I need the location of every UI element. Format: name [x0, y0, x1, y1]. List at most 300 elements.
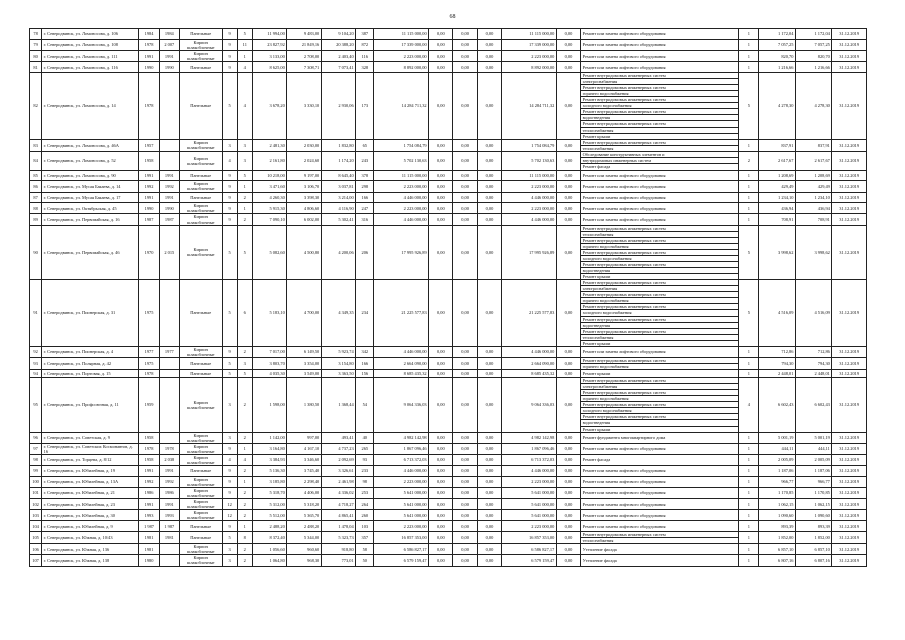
owner-funds-cell: 4 446 000,00: [502, 346, 557, 357]
work-item: теплоснабжения: [581, 127, 738, 133]
row-number-cell: 80: [30, 50, 42, 61]
total-area-cell: 5 318,70: [252, 487, 286, 498]
wall-material-cell: Кирпич шлакоблочные: [179, 432, 222, 443]
floors-cell: 9: [222, 476, 237, 487]
row-number-cell: 81: [30, 62, 42, 73]
work-item: горячего водоснабжения: [581, 297, 738, 303]
works-count-cell: 1: [739, 487, 759, 498]
floors-cell: 5: [222, 370, 237, 378]
owner-funds-cell: 4 446 000,00: [502, 192, 557, 203]
unit-cost-cell: 444,11: [759, 443, 795, 454]
total-area-cell: 5 183,10: [252, 280, 286, 347]
renovation-year-cell: 2 038: [159, 454, 179, 465]
wall-material-cell: Кирпич шлакоблочные: [179, 181, 222, 192]
deadline-cell: 31.12.2019: [832, 346, 867, 357]
regional-funds-cell: 0,00: [453, 29, 477, 40]
total-cost-cell: 4 446 000,00: [374, 465, 429, 476]
floors-cell: 9: [222, 487, 237, 498]
municipal-funds-cell: 0,00: [477, 29, 501, 40]
deadline-cell: 31.12.2019: [832, 378, 867, 433]
row-number-cell: 87: [30, 192, 42, 203]
municipal-funds-cell: 0,00: [477, 555, 501, 566]
entrances-cell: 3: [237, 139, 252, 151]
max-unit-cost-cell: 2 448,01: [795, 370, 831, 378]
premises-area-cell: 5 365,70: [287, 510, 321, 521]
federal-funds-cell: 0,00: [429, 39, 453, 50]
other-funds-cell: 0,00: [556, 214, 580, 225]
works-count-cell: 1: [739, 29, 759, 40]
owner-funds-cell: 8 892 000,00: [502, 62, 557, 73]
unit-cost-cell: 6 807,16: [759, 555, 795, 566]
owner-funds-cell: 4 446 000,00: [502, 214, 557, 225]
row-number-cell: 88: [30, 203, 42, 214]
residential-area-cell: 4 200,06: [321, 225, 355, 280]
address-cell: г. Северодвинск, ул. Ломоносова, д. 46А: [42, 139, 139, 151]
row-number-cell: 85: [30, 170, 42, 181]
build-year-cell: 1 987: [139, 521, 159, 532]
max-unit-cost-cell: 1 090,60: [795, 510, 831, 521]
address-cell: г. Северодвинск, ул. Юбилейная, д. 13А: [42, 476, 139, 487]
renovation-year-cell: 1977: [159, 346, 179, 357]
works-list-cell: [581, 443, 739, 454]
work-item: Ремонт крыши: [582, 371, 611, 377]
total-area-cell: 8 625,00: [252, 62, 286, 73]
row-number-cell: 99: [30, 465, 42, 476]
municipal-funds-cell: 0,00: [477, 280, 501, 347]
municipal-funds-cell: 0,00: [477, 465, 501, 476]
work-item: Ремонт или замена лифтового оборудования: [582, 183, 666, 189]
other-funds-cell: 0,00: [556, 280, 580, 347]
regional-funds-cell: 0,00: [453, 50, 477, 61]
municipal-funds-cell: 0,00: [477, 443, 501, 454]
build-year-cell: 1957: [139, 139, 159, 151]
unit-cost-cell: 893,39: [759, 521, 795, 532]
max-unit-cost-cell: 966,77: [795, 476, 831, 487]
works-list-cell: [581, 151, 739, 170]
residential-area-cell: 7 073,41: [321, 62, 355, 73]
floors-cell: 12: [222, 499, 237, 510]
works-count-cell: 2: [739, 151, 759, 170]
build-year-cell: 1975: [139, 280, 159, 347]
unit-cost-cell: 820,70: [759, 50, 795, 61]
federal-funds-cell: 0,00: [429, 499, 453, 510]
max-unit-cost-cell: 794,30: [795, 357, 831, 369]
other-funds-cell: 0,00: [556, 72, 580, 139]
works-list-cell: [581, 454, 739, 465]
build-year-cell: 1978: [139, 39, 159, 50]
residential-area-cell: 2 930,06: [321, 72, 355, 139]
total-area-cell: 2 488,20: [252, 521, 286, 532]
renovation-year-cell: [159, 139, 179, 151]
table-row: [30, 370, 867, 378]
owner-funds-cell: 9 064 336,03: [502, 378, 557, 433]
floors-cell: 9: [222, 203, 237, 214]
deadline-cell: 31.12.2019: [832, 521, 867, 532]
total-area-cell: 4 035,30: [252, 370, 286, 378]
table-row: [30, 378, 867, 433]
works-count-cell: 1: [739, 203, 759, 214]
renovation-year-cell: 1991: [159, 170, 179, 181]
row-number-cell: 107: [30, 555, 42, 566]
other-funds-cell: 0,00: [556, 555, 580, 566]
work-item: Ремонт или замена лифтового оборудования: [582, 64, 666, 70]
owner-funds-cell: 2 223 000,00: [502, 50, 557, 61]
other-funds-cell: 0,00: [556, 465, 580, 476]
renovation-year-cell: [159, 370, 179, 378]
total-cost-cell: 1 867 096,46: [374, 443, 429, 454]
address-cell: г. Северодвинск, ул. Профсоюзная, д. 11: [42, 378, 139, 433]
deadline-cell: 31.12.2019: [832, 476, 867, 487]
work-item: Ремонт или замена лифтового оборудования: [582, 53, 666, 59]
build-year-cell: 1970: [139, 225, 159, 280]
address-cell: г. Северодвинск, ул. Мусая Бакаева, д. 14: [42, 181, 139, 192]
premises-area-cell: 3 330,10: [287, 72, 321, 139]
works-list-cell: [581, 465, 739, 476]
premises-area-cell: 4 700,00: [287, 280, 321, 347]
address-cell: г. Северодвинск, ул. Ломоносова, д. 14: [42, 72, 139, 139]
premises-area-cell: 3 354,00: [287, 357, 321, 369]
works-list-cell: [581, 192, 739, 203]
premises-area-cell: 6 149,50: [287, 346, 321, 357]
work-item: теплоснабжения: [581, 231, 738, 237]
total-cost-cell: 2 223 000,00: [374, 50, 429, 61]
build-year-cell: 1975: [139, 357, 159, 369]
build-year-cell: 1991: [139, 499, 159, 510]
federal-funds-cell: 0,00: [429, 29, 453, 40]
wall-material-cell: Панельные: [179, 192, 222, 203]
other-funds-cell: 0,00: [556, 487, 580, 498]
deadline-cell: 31.12.2019: [832, 487, 867, 498]
renovation-year-cell: 1984: [159, 29, 179, 40]
unit-cost-cell: 4 278,30: [759, 72, 795, 139]
federal-funds-cell: 0,00: [429, 225, 453, 280]
federal-funds-cell: 0,00: [429, 476, 453, 487]
address-cell: г. Северодвинск, ул. Юбилейная, д. 21: [42, 487, 139, 498]
build-year-cell: 1981: [139, 532, 159, 544]
work-item: Ремонт крыши: [581, 426, 738, 432]
deadline-cell: 31.12.2019: [832, 170, 867, 181]
residents-cell: 65: [356, 139, 374, 151]
federal-funds-cell: 0,00: [429, 346, 453, 357]
floors-cell: 4: [222, 454, 237, 465]
premises-area-cell: 997,00: [287, 432, 321, 443]
municipal-funds-cell: 0,00: [477, 203, 501, 214]
work-item: Ремонт внутридомовых инженерных систем: [581, 261, 738, 267]
works-list-cell: [581, 476, 739, 487]
renovation-year-cell: 1990: [159, 203, 179, 214]
max-unit-cost-cell: 429,49: [795, 181, 831, 192]
residents-cell: 58: [356, 544, 374, 555]
works-count-cell: 5: [739, 225, 759, 280]
premises-area-cell: 4 167,10: [287, 443, 321, 454]
wall-material-cell: Панельные: [179, 29, 222, 40]
total-area-cell: 3 384,93: [252, 454, 286, 465]
premises-area-cell: 4 806,60: [287, 203, 321, 214]
unit-cost-cell: 1 090,60: [759, 510, 795, 521]
regional-funds-cell: 0,00: [453, 192, 477, 203]
build-year-cell: 1991: [139, 465, 159, 476]
row-number-cell: 79: [30, 39, 42, 50]
wall-material-cell: Кирпич шлакоблочные: [179, 214, 222, 225]
municipal-funds-cell: 0,00: [477, 151, 501, 170]
residential-area-cell: 1 174,20: [321, 151, 355, 170]
max-unit-cost-cell: 4 278,30: [795, 72, 831, 139]
build-year-cell: 1986: [139, 487, 159, 498]
total-cost-cell: 4 982 142,98: [374, 432, 429, 443]
owner-funds-cell: 5 641 000,00: [502, 487, 557, 498]
work-item: Ремонт или замена лифтового оборудования: [582, 42, 666, 48]
max-unit-cost-cell: 1 234,10: [795, 192, 831, 203]
row-number-cell: 101: [30, 487, 42, 498]
work-item: Ремонт или замена лифтового оборудования: [582, 217, 666, 223]
total-cost-cell: 2 223 000,00: [374, 476, 429, 487]
premises-area-cell: 3 745,40: [287, 465, 321, 476]
build-year-cell: 1959: [139, 378, 159, 433]
renovation-year-cell: [159, 151, 179, 170]
table-row: [30, 139, 867, 151]
wall-material-cell: Кирпич шлакоблочные: [179, 499, 222, 510]
residents-cell: 387: [356, 29, 374, 40]
wall-material-cell: Панельные: [179, 532, 222, 544]
total-area-cell: 5 312,00: [252, 499, 286, 510]
work-item: Ремонт внутридомовых инженерных систем: [581, 249, 738, 255]
renovation-year-cell: 1992: [159, 476, 179, 487]
max-unit-cost-cell: 4 516,09: [795, 280, 831, 347]
total-cost-cell: 4 446 000,00: [374, 346, 429, 357]
works-list-cell: [581, 39, 739, 50]
works-list-cell: [581, 72, 739, 139]
table-row: [30, 443, 867, 454]
page-number: 68: [449, 14, 456, 20]
regional-funds-cell: 0,00: [453, 225, 477, 280]
address-cell: г. Северодвинск, ул. Ломоносова, д. 106: [42, 29, 139, 40]
max-unit-cost-cell: 2 617,67: [795, 151, 831, 170]
max-unit-cost-cell: 1 062,15: [795, 499, 831, 510]
residential-area-cell: 9 104,20: [321, 29, 355, 40]
premises-area-cell: 9 197,00: [287, 170, 321, 181]
municipal-funds-cell: 0,00: [477, 476, 501, 487]
renovation-year-cell: 1991: [159, 465, 179, 476]
owner-funds-cell: 5 641 000,00: [502, 510, 557, 521]
unit-cost-cell: 2 617,67: [759, 151, 795, 170]
total-cost-cell: 2 664 090,00: [374, 357, 429, 369]
regional-funds-cell: 0,00: [453, 62, 477, 73]
residents-cell: 298: [356, 181, 374, 192]
total-area-cell: 4 260,30: [252, 192, 286, 203]
entrances-cell: 2: [237, 214, 252, 225]
work-item: Ремонт или замена лифтового оборудования: [582, 172, 666, 178]
federal-funds-cell: 0,00: [429, 521, 453, 532]
floors-cell: 9: [222, 181, 237, 192]
build-year-cell: 1978: [139, 72, 159, 139]
residential-area-cell: 2 461,98: [321, 476, 355, 487]
table-row: [30, 487, 867, 498]
wall-material-cell: Кирпич шлакоблочные: [179, 39, 222, 50]
unit-cost-cell: 1 216,66: [759, 62, 795, 73]
regional-funds-cell: 0,00: [453, 544, 477, 555]
unit-cost-cell: 794,30: [759, 357, 795, 369]
build-year-cell: 1978: [139, 443, 159, 454]
residential-area-cell: 3 214,00: [321, 192, 355, 203]
deadline-cell: 31.12.2019: [832, 357, 867, 369]
total-area-cell: 5 136,30: [252, 465, 286, 476]
regional-funds-cell: 0,00: [453, 432, 477, 443]
works-list-cell: [581, 214, 739, 225]
wall-material-cell: Кирпич шлакоблочные: [179, 346, 222, 357]
owner-funds-cell: 1 754 084,79: [502, 139, 557, 151]
entrances-cell: 2: [237, 465, 252, 476]
floors-cell: 9: [222, 443, 237, 454]
federal-funds-cell: 0,00: [429, 62, 453, 73]
row-number-cell: 104: [30, 521, 42, 532]
floors-cell: 3: [222, 378, 237, 433]
total-cost-cell: 21 225 577,83: [374, 280, 429, 347]
table-row: [30, 214, 867, 225]
wall-material-cell: Панельные: [179, 521, 222, 532]
table-row: [30, 476, 867, 487]
deadline-cell: 31.12.2019: [832, 203, 867, 214]
works-count-cell: 4: [739, 378, 759, 433]
owner-funds-cell: 11 115 000,00: [502, 29, 557, 40]
works-list-cell: [581, 521, 739, 532]
premises-area-cell: 960,60: [287, 544, 321, 555]
work-item: электроснабжения: [581, 78, 738, 84]
row-number-cell: 93: [30, 357, 42, 369]
total-cost-cell: 6 713 372,03: [374, 454, 429, 465]
total-cost-cell: 6 579 159,47: [374, 555, 429, 566]
work-item: Ремонт или замена лифтового оборудования: [582, 523, 666, 529]
address-cell: г. Северодвинск, ул. Портовая, д. 15: [42, 370, 139, 378]
entrances-cell: 1: [237, 203, 252, 214]
work-item: холодного водоснабжения: [581, 102, 738, 108]
row-number-cell: 90: [30, 225, 42, 280]
residents-cell: 357: [356, 532, 374, 544]
total-area-cell: 7 017,00: [252, 346, 286, 357]
wall-material-cell: Кирпич шлакоблочные: [179, 487, 222, 498]
work-item: Ремонт внутридомовых инженерных систем: [581, 237, 738, 243]
regional-funds-cell: 0,00: [453, 443, 477, 454]
floors-cell: 9: [222, 521, 237, 532]
build-year-cell: 1991: [139, 192, 159, 203]
work-item: Ремонт или замена лифтового оборудования: [582, 349, 666, 355]
work-item: горячего водоснабжения: [581, 90, 738, 96]
municipal-funds-cell: 0,00: [477, 214, 501, 225]
federal-funds-cell: 0,00: [429, 151, 453, 170]
address-cell: г. Северодвинск, ул. Пионерская, д. 4: [42, 346, 139, 357]
wall-material-cell: Кирпич шлакоблочные: [179, 544, 222, 555]
federal-funds-cell: 0,00: [429, 139, 453, 151]
municipal-funds-cell: 0,00: [477, 510, 501, 521]
total-cost-cell: 2 223 000,00: [374, 181, 429, 192]
deadline-cell: 31.12.2019: [832, 192, 867, 203]
residents-cell: 265: [356, 443, 374, 454]
municipal-funds-cell: 0,00: [477, 346, 501, 357]
build-year-cell: 1958: [139, 454, 159, 465]
wall-material-cell: Панельные: [179, 465, 222, 476]
renovation-year-cell: 2 015: [159, 225, 179, 280]
total-area-cell: 3 678,20: [252, 72, 286, 139]
deadline-cell: 31.12.2019: [832, 72, 867, 139]
work-item: Ремонт или замена лифтового оборудования: [582, 490, 666, 496]
total-cost-cell: 5 641 000,00: [374, 487, 429, 498]
works-count-cell: 5: [739, 280, 759, 347]
residential-area-cell: 3 154,80: [321, 357, 355, 369]
entrances-cell: 5: [237, 370, 252, 378]
wall-material-cell: Кирпич шлакоблочные: [179, 225, 222, 280]
renovation-year-cell: [159, 378, 179, 433]
renovation-year-cell: 1987: [159, 214, 179, 225]
wall-material-cell: Панельные: [179, 170, 222, 181]
address-cell: г. Северодвинск, ул. Октябрьская, д. 45: [42, 203, 139, 214]
work-item: Ремонт крыши: [581, 340, 738, 346]
work-item: Ремонт или замена лифтового оборудования: [582, 501, 666, 507]
build-year-cell: 1978: [139, 370, 159, 378]
work-item: Утепление фасада: [582, 557, 617, 563]
federal-funds-cell: 0,00: [429, 280, 453, 347]
renovation-year-cell: [159, 544, 179, 555]
federal-funds-cell: 0,00: [429, 465, 453, 476]
address-cell: г. Северодвинск, ул. Ломоносова, д. 90: [42, 170, 139, 181]
works-count-cell: 1: [739, 476, 759, 487]
municipal-funds-cell: 0,00: [477, 192, 501, 203]
work-item: Ремонт внутридомовых инженерных систем: [581, 96, 738, 102]
owner-funds-cell: 17 339 000,00: [502, 39, 557, 50]
max-unit-cost-cell: 444,11: [795, 443, 831, 454]
owner-funds-cell: 17 995 926,89: [502, 225, 557, 280]
floors-cell: 5: [222, 72, 237, 139]
total-cost-cell: 5 702 130,63: [374, 151, 429, 170]
works-list-cell: [581, 50, 739, 61]
wall-material-cell: Кирпич шлакоблочные: [179, 443, 222, 454]
federal-funds-cell: 0,00: [429, 544, 453, 555]
works-count-cell: 1: [739, 357, 759, 369]
works-list-cell: [581, 370, 739, 378]
work-item: Обследование конструктивных элементов и: [582, 152, 665, 158]
residents-cell: 253: [356, 487, 374, 498]
premises-area-cell: 4 500,80: [287, 225, 321, 280]
entrances-cell: 1: [237, 476, 252, 487]
other-funds-cell: 0,00: [556, 454, 580, 465]
work-item: Ремонт внутридомовых инженерных систем: [582, 378, 666, 384]
floors-cell: 9: [222, 50, 237, 61]
works-list-cell: [581, 510, 739, 521]
unit-cost-cell: 436,94: [759, 203, 795, 214]
work-item: Ремонт внутридомовых инженерных систем: [581, 120, 738, 126]
max-unit-cost-cell: 708,91: [795, 214, 831, 225]
wall-material-cell: Панельные: [179, 280, 222, 347]
residential-area-cell: 2 092,69: [321, 454, 355, 465]
unit-cost-cell: 966,77: [759, 476, 795, 487]
work-item: Ремонт внутридомовых инженерных систем: [581, 291, 738, 297]
regional-funds-cell: 0,00: [453, 357, 477, 369]
total-cost-cell: 16 857 353,00: [374, 532, 429, 544]
total-cost-cell: 1 754 084,79: [374, 139, 429, 151]
max-unit-cost-cell: 2 005,09: [795, 454, 831, 465]
municipal-funds-cell: 0,00: [477, 532, 501, 544]
other-funds-cell: 0,00: [556, 225, 580, 280]
address-cell: г. Северодвинск, ул. Юбилейная, д. 30: [42, 510, 139, 521]
other-funds-cell: 0,00: [556, 181, 580, 192]
total-cost-cell: 17 339 000,00: [374, 39, 429, 50]
work-item: Ремонт внутридомовых инженерных систем: [581, 401, 738, 407]
regional-funds-cell: 0,00: [453, 214, 477, 225]
work-item: теплоснабжения: [581, 334, 738, 340]
floors-cell: 5: [222, 532, 237, 544]
residential-area-cell: 5 302,41: [321, 214, 355, 225]
total-area-cell: 1 142,00: [252, 432, 286, 443]
max-unit-cost-cell: 893,39: [795, 521, 831, 532]
works-list-cell: [581, 29, 739, 40]
